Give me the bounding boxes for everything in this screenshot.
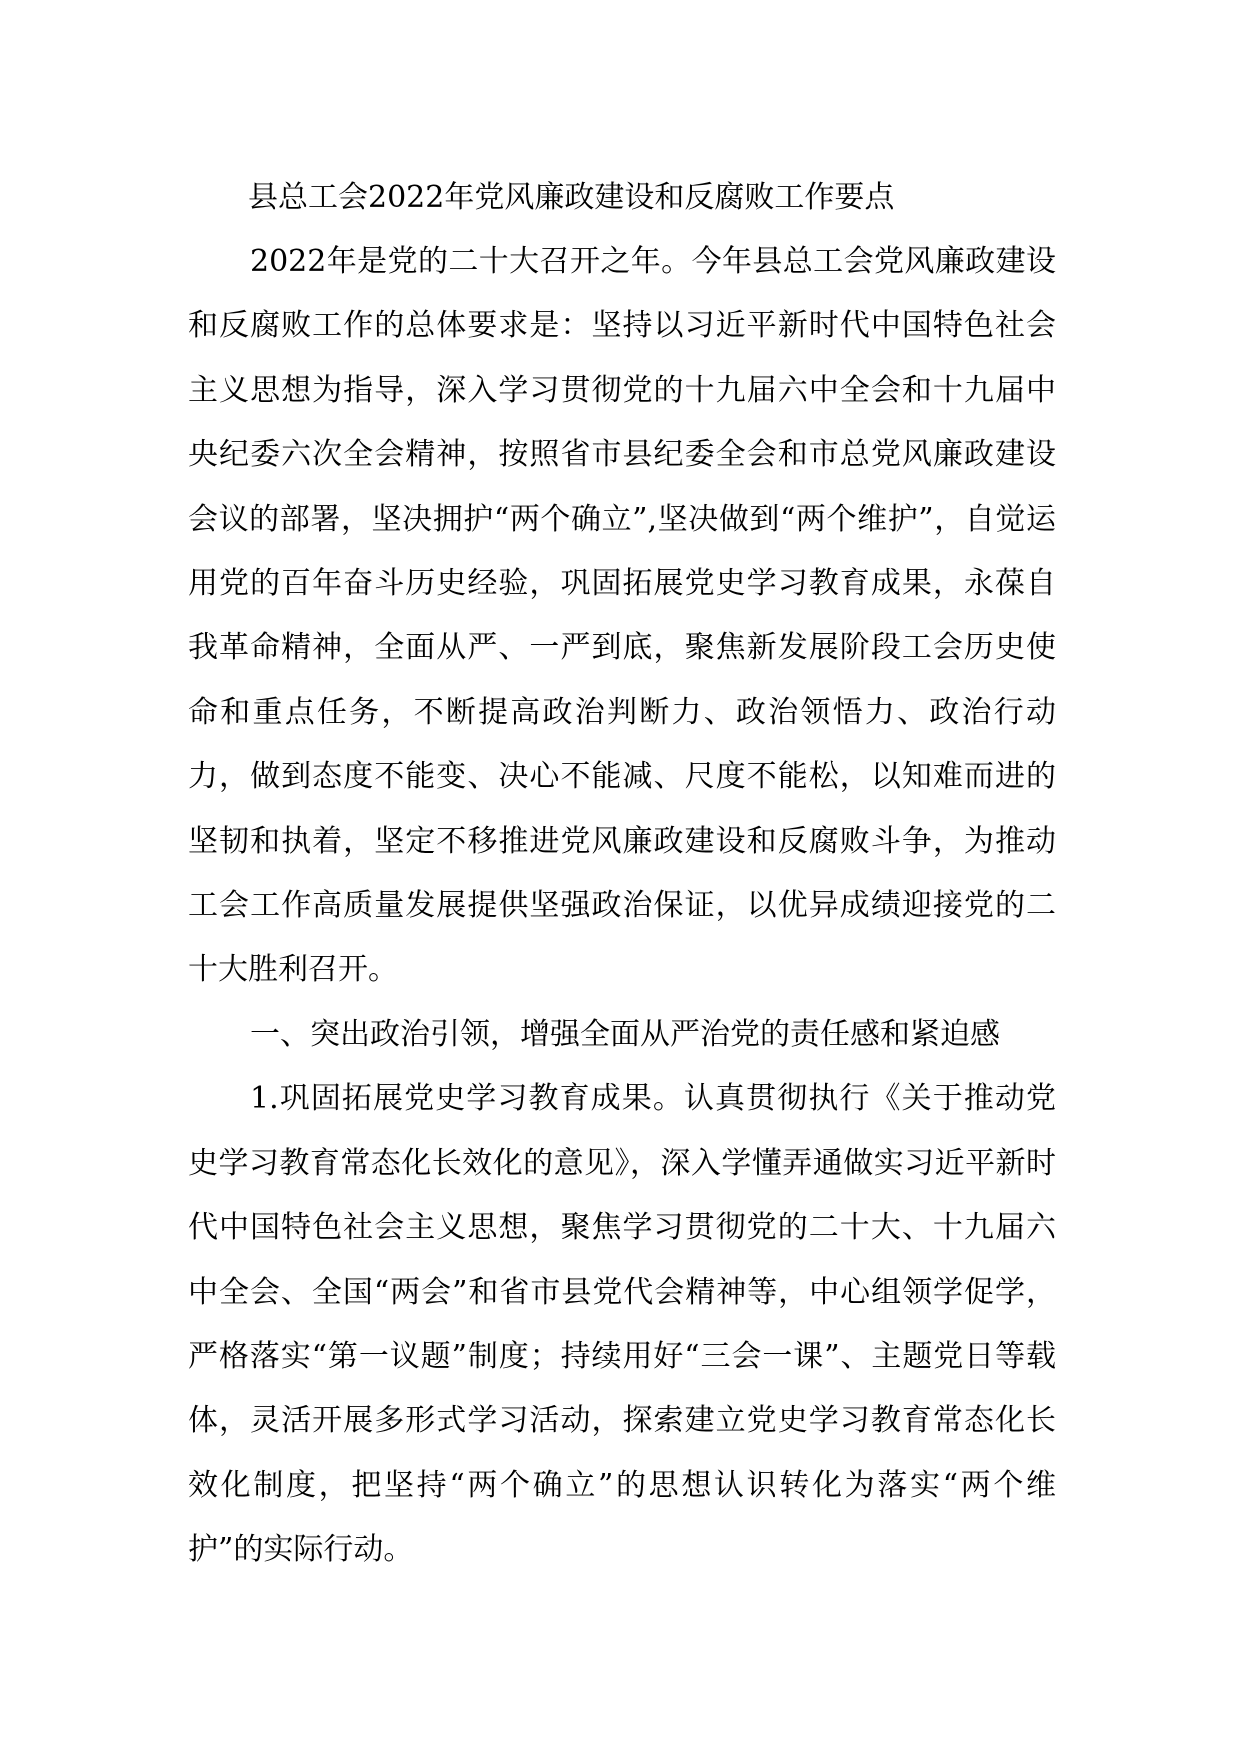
document-body [188, 166, 1056, 1583]
item-1-paragraph: 1.巩固拓展党史学习教育成果。认真贯彻执行《关于推动党史学习教育常态化长效化的意见》，深入学懂弄通做实习近平新时代中国特色社会主义思想，聚焦学习贯彻党的二十大、十九届六中全会、全国“两会”和省市县党代会精神等，中心组领学促学，严格落实“第一议题”制度；持续用好“三会一课”、主题党日等载体，灵活开展多形式学习活动，探索建立党史学习教育常态化长效化制度，把坚持“两个确立”的思想认识转化为落实“两个维护”的实际行动。 [188, 1081, 1056, 1568]
document-title: 县总工会2022年党风廉政建设和反腐败工作要点 [248, 180, 895, 215]
intro-paragraph: 2022年是党的二十大召开之年。今年县总工会党风廉政建设和反腐败工作的总体要求是：坚持以习近平新时代中国特色社会主义思想为指导，深入学习贯彻党的十九届六中全会和十九届中央纪委六次全会精神，按照省市县纪委全会和市总党风廉政建设会议的部署，坚决拥护“两个确立”,坚决做到“两个维护”，自觉运用党的百年奋斗历史经验，巩固拓展党史学习教育成果，永葆自我革命精神，全面从严、一严到底，聚焦新发展阶段工会历史使命和重点任务，不断提高政治判断力、政治领悟力、政治行动力，做到态度不能变、决心不能减、尺度不能松，以知难而进的坚韧和执着，坚定不移推进党风廉政建设和反腐败斗争，为推动工会工作高质量发展提供坚强政治保证，以优异成绩迎接党的二十大胜利召开。 [188, 244, 1056, 988]
section-1-heading: 一、突出政治引领，增强全面从严治党的责任感和紧迫感 [250, 1016, 1000, 1052]
